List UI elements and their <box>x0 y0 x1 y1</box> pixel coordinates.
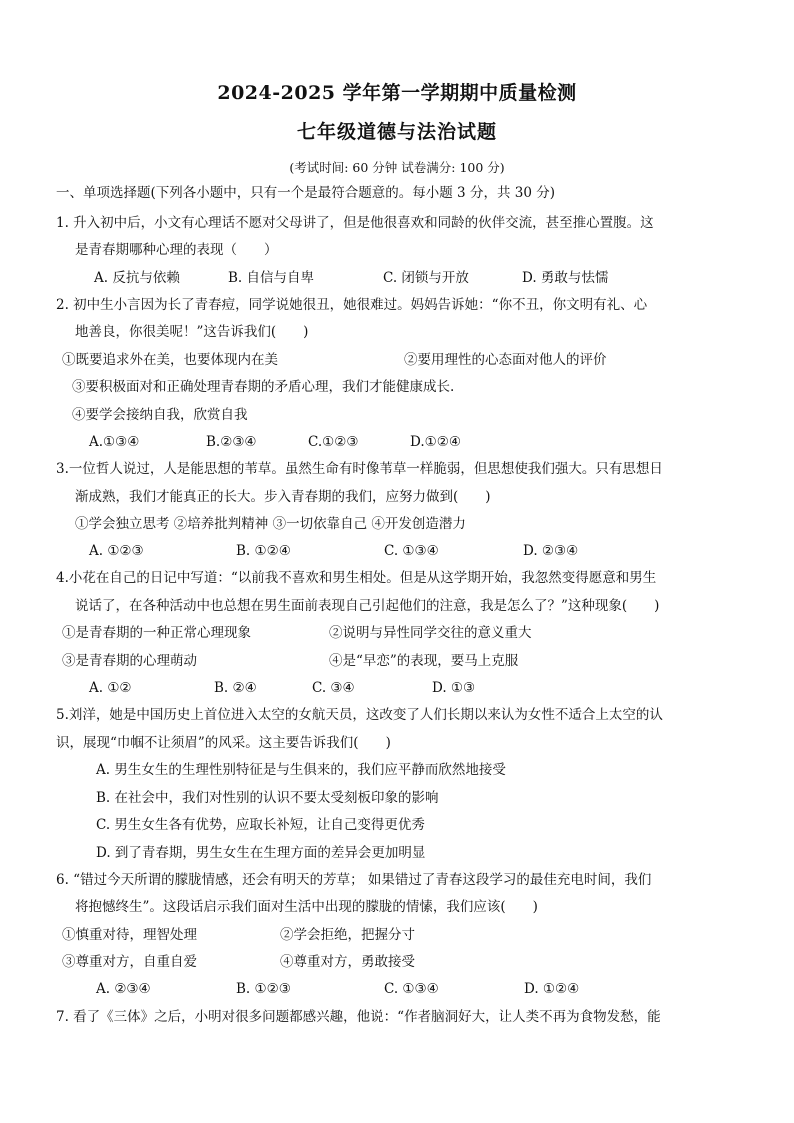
option-c: C.①②③ <box>308 434 359 450</box>
question-stem: 6. “错过今天所谓的朦胧情感，还会有明天的芳草； 如果错过了青春这段学习的最佳充电时间，我们 <box>56 872 652 888</box>
question-stem: 地善良，你很美呢！”这告诉我们( ) <box>75 324 309 340</box>
statement-1: ①既要追求外在美，也要体现内在美 <box>62 352 278 368</box>
option-b: B.②③④ <box>206 434 257 450</box>
question-stem: 1. 升入初中后，小文有心理话不愿对父母讲了，但是他很喜欢和同龄的伙伴交流，甚至推心置腹。这 <box>56 215 654 231</box>
section-heading: 一、单项选择题(下列各小题中，只有一个是最符合题意的。每小题 3 分，共 30 分) <box>56 185 555 201</box>
exam-title: 2024-2025 学年第一学期期中质量检测 <box>217 82 577 104</box>
question-stem: 说话了，在各种活动中也总想在男生面前表现自己引起他们的注意，我是怎么了？”这种现象( ) <box>75 598 660 614</box>
option-c: C. ③④ <box>312 680 355 696</box>
statement-2: ②说明与异性同学交往的意义重大 <box>329 625 532 641</box>
option-a: A. ①② <box>89 680 132 696</box>
question-stem: 是青春期哪种心理的表现（ ） <box>75 242 278 258</box>
option-a: A. ②③④ <box>96 981 151 997</box>
question-stem: 5.刘洋，她是中国历史上首位进入太空的女航天员，这改变了人们长期以来认为女性不适合上太空的认 <box>56 707 663 723</box>
statements: ①学会独立思考 ②培养批判精神 ③一切依靠自己 ④开发创造潜力 <box>75 516 466 532</box>
option-d: D. ①③ <box>432 680 476 696</box>
option-a: A. 男生女生的生理性别特征是与生俱来的，我们应平静而欣然地接受 <box>96 762 506 778</box>
question-stem: 7. 看了《三体》之后，小明对很多问题都感兴趣，他说：“作者脑洞好大，让人类不再为食物发愁，能 <box>56 1009 661 1025</box>
question-stem: 4.小花在自己的日记中写道：“以前我不喜欢和男生相处。但是从这学期开始，我忽然变得愿意和男生 <box>56 570 657 586</box>
option-c: C. ①③④ <box>384 981 439 997</box>
option-a: A. ①②③ <box>89 543 144 559</box>
statement-2: ②学会拒绝，把握分寸 <box>280 927 415 943</box>
question-stem: 识，展现“巾帼不让须眉”的风采。这主要告诉我们( ) <box>56 735 391 751</box>
question-stem: 2. 初中生小言因为长了青春痘，同学说她很丑，她很难过。妈妈告诉她：“你不丑，你文明有礼、心 <box>56 297 648 313</box>
option-d: D. ②③④ <box>523 543 579 559</box>
option-c: C. 男生女生各有优势，应取长补短，让自己变得更优秀 <box>96 817 425 833</box>
statement-3: ③尊重对方，自重自爱 <box>62 954 197 970</box>
option-b: B. ②④ <box>214 680 257 696</box>
question-stem: 渐成熟，我们才能真正的长大。步入青春期的我们，应努力做到( ) <box>75 489 491 505</box>
statement-1: ①慎重对待，理智处理 <box>62 927 197 943</box>
question-stem: 将抱憾终生”。这段话启示我们面对生活中出现的朦胧的情愫，我们应该( ) <box>75 899 538 915</box>
option-c: C. ①③④ <box>384 543 439 559</box>
option-a: A.①③④ <box>89 434 140 450</box>
option-c: C. 闭锁与开放 <box>383 270 469 286</box>
option-b: B. ①②④ <box>236 543 291 559</box>
statement-3: ③是青春期的心理萌动 <box>62 653 197 669</box>
statement-2: ②要用理性的心态面对他人的评价 <box>404 352 607 368</box>
option-d: D.①②④ <box>410 434 461 450</box>
question-stem: 3.一位哲人说过，人是能思想的苇草。虽然生命有时像苇草一样脆弱，但思想使我们强大。只有思想日 <box>56 461 663 477</box>
statement-4: ④要学会接纳自我，欣赏自我 <box>72 407 248 423</box>
option-b: B. ①②③ <box>236 981 291 997</box>
option-b: B. 自信与自卑 <box>228 270 315 286</box>
option-b: B. 在社会中，我们对性别的认识不要太受刻板印象的影响 <box>96 790 439 806</box>
statement-4: ④尊重对方，勇敢接受 <box>280 954 415 970</box>
statement-4: ④是“早恋”的表现，要马上克服 <box>329 653 519 669</box>
option-d: D. ①②④ <box>524 981 580 997</box>
statement-1: ①是青春期的一种正常心理现象 <box>62 625 251 641</box>
option-d: D. 到了青春期，男生女生在生理方面的差异会更加明显 <box>96 845 426 861</box>
statement-3: ③要积极面对和正确处理青春期的矛盾心理，我们才能健康成长. <box>72 379 455 395</box>
subject-title: 七年级道德与法治试题 <box>296 121 497 143</box>
option-a: A. 反抗与依赖 <box>94 270 180 286</box>
exam-info: (考试时间: 60 分钟 试卷满分: 100 分) <box>289 160 505 175</box>
option-d: D. 勇敢与怯懦 <box>522 270 609 286</box>
